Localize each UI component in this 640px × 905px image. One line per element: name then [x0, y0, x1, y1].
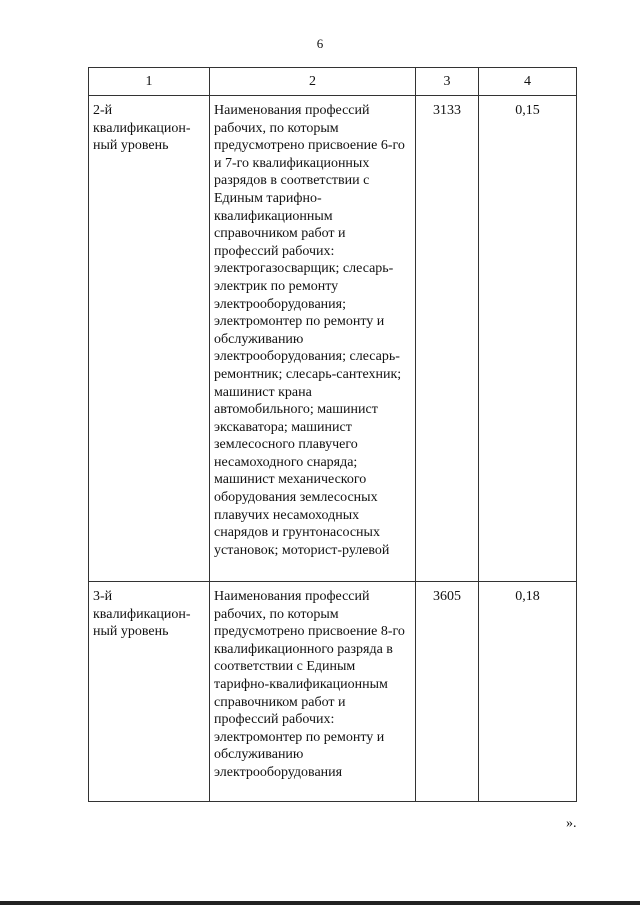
- table-row: [89, 96, 577, 582]
- table-header-row: [89, 68, 577, 96]
- profession-description-cell: Наименования профессий рабочих, по которым предусмотрено присвоение 8-го квалификационного разряда в соответствии с Единым тарифно-квалификационным справочником работ и профессий рабочих: электромонтер по ремонту и обслуживанию электрооборудования: [210, 582, 416, 802]
- column-header-2: 2: [210, 68, 416, 96]
- column-header-3: 3: [416, 68, 479, 96]
- coefficient-cell: 0,15: [479, 96, 577, 582]
- column-header-1: 1: [89, 68, 210, 96]
- page-number: 6: [316, 36, 324, 51]
- profession-description-cell: Наименования профессий рабочих, по которым предусмотрено присвоение 6-го и 7-го квалификационных разрядов в соответствии с Единым тарифно-квалификационным справочником работ и профессий рабочих: электрогазосварщик; слесарь-электрик по ремонту электрооборудования; электромонтер по ремонту и обслуживанию электрооборудования; слесарь-ремонтник; слесарь-сантехник; машинист крана автомобильного; машинист экскаватора; машинист землесосного плавучего несамоходного снаряда; машинист механического оборудования землесосных плавучих несамоходных снарядов и грунтонасосных установок; моторист-рулевой: [210, 96, 416, 582]
- closing-quote-mark: ».: [566, 816, 577, 831]
- qualification-level-cell: 2-й квалификацион-ный уровень: [89, 96, 210, 582]
- amount-cell: 3605: [416, 582, 479, 802]
- qualification-level-cell: 3-й квалификацион-ный уровень: [89, 582, 210, 802]
- coefficient-cell: 0,18: [479, 582, 577, 802]
- qualification-table: [88, 67, 577, 802]
- page-bottom-edge: [0, 901, 640, 905]
- amount-cell: 3133: [416, 96, 479, 582]
- column-header-4: 4: [479, 68, 577, 96]
- table-row: [89, 582, 577, 802]
